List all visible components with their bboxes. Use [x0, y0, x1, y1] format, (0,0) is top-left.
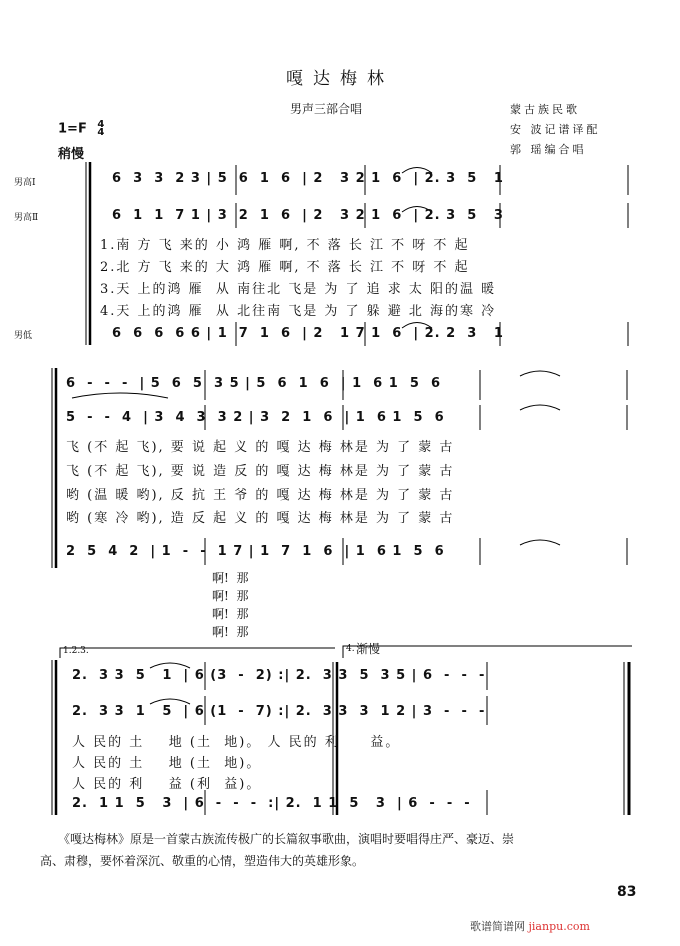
credit-arranger: 安 波记谱译配	[510, 123, 601, 136]
watermark	[470, 918, 590, 934]
voice-label-tenor1: 男高Ⅰ	[14, 178, 36, 188]
s1-tenor1-notes: 6 3 3 2 3 | 5 6 1 6 | 2 3 2 1 6 | 2. 3 5 1	[112, 171, 504, 186]
credit-choral: 郭 瑶编合唱	[510, 143, 587, 156]
s1-bass-notes: 6 6 6 6 6 | 1 7 1 6 | 2 1 7 1 6 | 2. 2 3 1	[112, 326, 504, 341]
page-number: 83	[617, 884, 637, 900]
s2-tenor1-notes: 6 - - - | 5 6 5 3 5 | 5 6 1 6 | 1 6 1 5 6	[66, 376, 441, 391]
s2-ah-line2: 啊! 那	[212, 589, 249, 603]
s2-tenor2-notes: 5 - - 4 | 3 4 3 3 2 | 3 2 1 6 | 1 6 1 5 6	[66, 410, 445, 425]
s2-ah-line3: 啊! 那	[212, 607, 249, 621]
ending2-label: 4.	[346, 644, 355, 654]
watermark-en: jianpu.com	[528, 920, 590, 933]
tempo-change: 渐慢	[356, 642, 381, 656]
song-subtitle: 男声三部合唱	[290, 102, 363, 116]
time-sig-bottom: 4	[97, 127, 105, 138]
s1-lyric-verse3: 3.天 上的鸿 雁 从 南往北 飞是 为 了 追 求 太 阳的温 暖	[100, 282, 497, 297]
s3-tenor1-notes: 2. 3 3 5 1 | 6 (3 - 2) :| 2. 3 3 5 3 5 | 6 - - -	[72, 668, 486, 683]
s2-ah-line4: 啊! 那	[212, 625, 249, 639]
s3-tenor2-notes: 2. 3 3 1 5 | 6 (1 - 7) :| 2. 3 3 3 1 2 | 3 - - -	[72, 704, 486, 719]
s2-lyric-verse1: 飞 (不 起 飞), 要 说 起 义 的 嘎 达 梅 林是 为 了 蒙 古	[66, 440, 455, 455]
watermark-cn: 歌谱简谱网	[470, 920, 525, 933]
s1-lyric-verse1: 1.南 方 飞 来的 小 鸿 雁 啊, 不 落 长 江 不 呀 不 起	[100, 238, 470, 253]
voice-label-bass: 男低	[14, 331, 33, 341]
s1-lyric-verse4: 4.天 上的鸿 雁 从 北往南 飞是 为 了 躲 避 北 海的寒 冷	[100, 304, 497, 319]
time-signature	[97, 121, 104, 137]
s2-lyric-verse2: 飞 (不 起 飞), 要 说 造 反 的 嘎 达 梅 林是 为 了 蒙 古	[66, 464, 455, 479]
s2-lyric-verse3: 哟 (温 暖 哟), 反 抗 王 爷 的 嘎 达 梅 林是 为 了 蒙 古	[66, 488, 455, 503]
s3-bass-notes: 2. 1 1 5 3 | 6 - - - :| 2. 1 1 5 3 | 6 - - -	[72, 796, 471, 811]
s1-tenor2-notes: 6 1 1 7 1 | 3 2 1 6 | 2 3 2 1 6 | 2. 3 5 3	[112, 208, 504, 223]
s3-lyric-line3: 人 民的 利 益 (利 益)。	[72, 777, 262, 792]
ending1-label: 1.2.3.	[63, 646, 89, 656]
s2-ah-line1: 啊! 那	[212, 571, 249, 585]
s2-lyric-verse4: 哟 (寒 冷 哟), 造 反 起 义 的 嘎 达 梅 林是 为 了 蒙 古	[66, 511, 455, 526]
song-title: 嘎达梅林	[286, 69, 394, 89]
voice-label-tenor2: 男高Ⅱ	[14, 213, 39, 223]
footnote-line2: 高、肃穆，要怀着深沉、敬重的心情，塑造伟大的英雄形象。	[40, 854, 365, 868]
s3-lyric-line1: 人 民的 土 地 (土 地)。 人 民的 利 益。	[72, 735, 401, 750]
s3-lyric-line2: 人 民的 土 地 (土 地)。	[72, 756, 262, 771]
time-sig-top: 4	[97, 119, 105, 130]
credit-origin: 蒙古族民歌	[510, 103, 580, 116]
key-label: 1=F	[58, 121, 87, 137]
key-signature	[58, 121, 104, 137]
s1-lyric-verse2: 2.北 方 飞 来的 大 鸿 雁 啊, 不 落 长 江 不 呀 不 起	[100, 260, 470, 275]
tempo-marking: 稍慢	[58, 147, 85, 162]
footnote-line1: 《嘎达梅林》原是一首蒙古族流传极广的长篇叙事歌曲，演唱时要唱得庄严、豪迈、崇	[58, 832, 515, 846]
s2-bass-notes: 2 5 4 2 | 1 - - 1 7 | 1 7 1 6 | 1 6 1 5 6	[66, 544, 445, 559]
